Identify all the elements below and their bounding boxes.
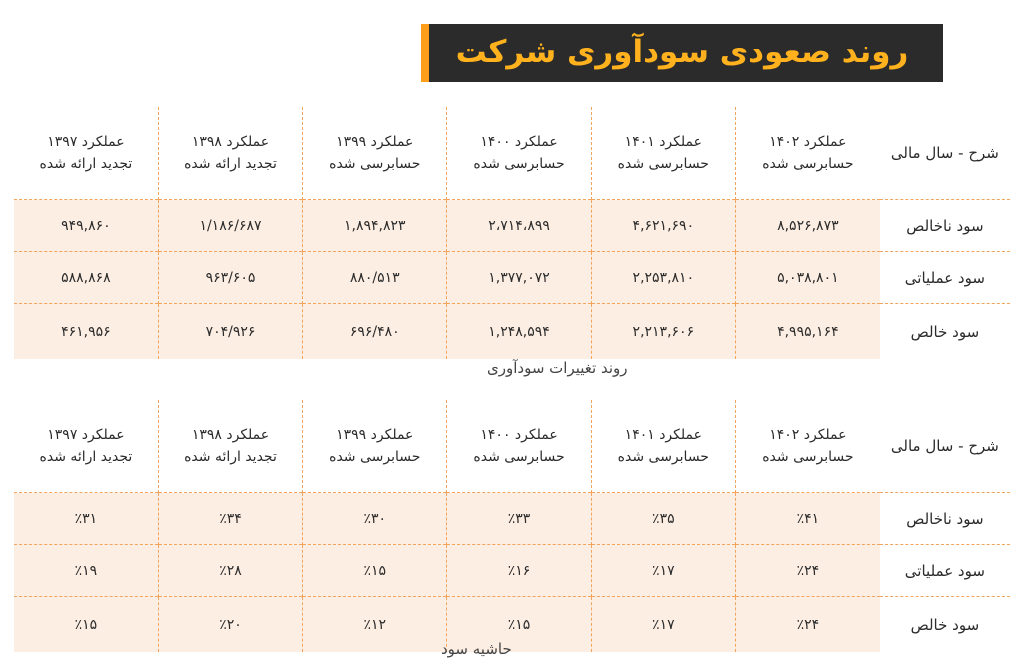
table-cell: ٪۱۵ (447, 597, 591, 653)
header-label: شرح - سال مالی (880, 107, 1010, 200)
table-cell: ٪۳۰ (303, 493, 447, 545)
table-cell: ۲,۲۱۳,۶۰۶ (591, 304, 735, 360)
year-header-1397: عملکرد ۱۳۹۷ تجدید ارائه شده (14, 400, 158, 493)
table-header-row (14, 107, 1010, 200)
table-cell: ۴,۶۲۱,۶۹۰ (591, 200, 735, 252)
row-label: سود ناخالص (880, 200, 1010, 252)
table-cell: ٪۱۶ (447, 545, 591, 597)
table-row (14, 493, 1010, 545)
year-header-1397: عملکرد ۱۳۹۷ تجدید ارائه شده (14, 107, 158, 200)
table-cell: ۱,۸۹۴,۸۲۳ (303, 200, 447, 252)
table-cell: ۵,۰۳۸,۸۰۱ (735, 252, 879, 304)
profit-table (14, 107, 1010, 359)
table-cell: ٪۱۹ (14, 545, 158, 597)
row-label: سود خالص (880, 304, 1010, 360)
table-cell: ٪۲۰ (158, 597, 302, 653)
year-header-1399: عملکرد ۱۳۹۹ حسابرسی شده (303, 400, 447, 493)
row-label: سود عملیاتی (880, 252, 1010, 304)
year-header-1400: عملکرد ۱۴۰۰ حسابرسی شده (447, 400, 591, 493)
year-header-1401: عملکرد ۱۴۰۱ حسابرسی شده (591, 400, 735, 493)
table-cell: ٪۳۳ (447, 493, 591, 545)
table-cell: ٪۲۴ (735, 597, 879, 653)
table-cell: ٪۲۸ (158, 545, 302, 597)
table-cell: ۸۸۰/۵۱۳ (303, 252, 447, 304)
table-row (14, 597, 1010, 653)
table-cell: ٪۳۴ (158, 493, 302, 545)
table-cell: ٪۳۵ (591, 493, 735, 545)
table-cell: ۹۶۳/۶۰۵ (158, 252, 302, 304)
table-cell: ٪۲۴ (735, 545, 879, 597)
row-label: سود خالص (880, 597, 1010, 653)
row-label: سود ناخالص (880, 493, 1010, 545)
margin-table-caption: حاشیه سود (441, 640, 512, 658)
title-banner (421, 24, 943, 82)
profit-table-caption: روند تغییرات سودآوری (487, 359, 628, 377)
table-cell: ۵۸۸,۸۶۸ (14, 252, 158, 304)
table-cell: ٪۱۲ (303, 597, 447, 653)
year-header-1398: عملکرد ۱۳۹۸ تجدید ارائه شده (158, 400, 302, 493)
table-cell: ۹۴۹,۸۶۰ (14, 200, 158, 252)
page-title: روند صعودی سودآوری شرکت (455, 34, 909, 70)
table-row (14, 304, 1010, 360)
row-label: سود عملیاتی (880, 545, 1010, 597)
table-cell: ٪۱۵ (14, 597, 158, 653)
table-cell: ٪۴۱ (735, 493, 879, 545)
year-header-1399: عملکرد ۱۳۹۹ حسابرسی شده (303, 107, 447, 200)
table-cell: ۱/۱۸۶/۶۸۷ (158, 200, 302, 252)
table-row (14, 252, 1010, 304)
year-header-1402: عملکرد ۱۴۰۲ حسابرسی شده (735, 107, 879, 200)
year-header-1402: عملکرد ۱۴۰۲ حسابرسی شده (735, 400, 879, 493)
table-cell: ٪۳۱ (14, 493, 158, 545)
table-cell: ۸,۵۲۶,۸۷۳ (735, 200, 879, 252)
table-header-row (14, 400, 1010, 493)
table-cell: ۶۹۶/۴۸۰ (303, 304, 447, 360)
header-label: شرح - سال مالی (880, 400, 1010, 493)
year-header-1400: عملکرد ۱۴۰۰ حسابرسی شده (447, 107, 591, 200)
table-cell: ٪۱۵ (303, 545, 447, 597)
table-cell: ٪۱۷ (591, 545, 735, 597)
margin-table (14, 400, 1010, 652)
table-cell: ۴۶۱,۹۵۶ (14, 304, 158, 360)
table-cell: ۲,۲۵۳,۸۱۰ (591, 252, 735, 304)
table-cell: ٪۱۷ (591, 597, 735, 653)
year-header-1398: عملکرد ۱۳۹۸ تجدید ارائه شده (158, 107, 302, 200)
table-cell: ۱,۳۷۷,۰۷۲ (447, 252, 591, 304)
table-cell: ۲،۷۱۴،۸۹۹ (447, 200, 591, 252)
table-row (14, 545, 1010, 597)
table-row (14, 200, 1010, 252)
table-cell: ۱,۲۴۸,۵۹۴ (447, 304, 591, 360)
table-cell: ۷۰۴/۹۲۶ (158, 304, 302, 360)
year-header-1401: عملکرد ۱۴۰۱ حسابرسی شده (591, 107, 735, 200)
table-cell: ۴,۹۹۵,۱۶۴ (735, 304, 879, 360)
